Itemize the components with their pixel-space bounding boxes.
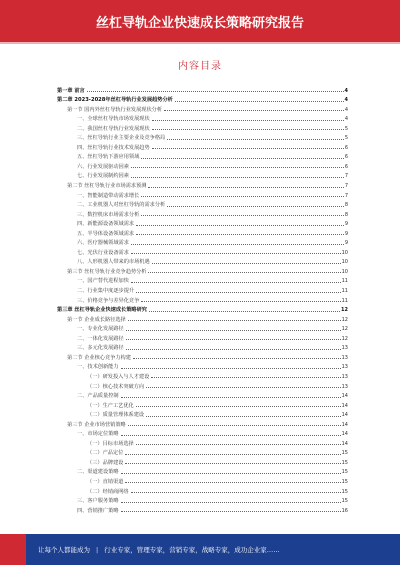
toc-entry-label: 第二章 2023-2028年丝杠导轨行业发展趋势分析 [57, 97, 173, 104]
toc-leader-dots [141, 196, 344, 197]
footer-role: 行业专家， [104, 546, 137, 554]
toc-entry-label: 二、产品质量控制 [77, 393, 119, 400]
toc-leader-dots [148, 272, 340, 273]
toc-entry-label: 五、丝杠导轨下游应用领域 [77, 154, 140, 161]
toc-entry-page: 4 [344, 106, 348, 113]
toc-entry[interactable] [57, 342, 348, 352]
toc-entry-page: 12 [341, 307, 348, 314]
footer-role: 管理专家， [136, 546, 170, 554]
toc-entry-label: 一、专业化发展路径 [77, 326, 124, 333]
footer-slogan: 让每个人都能成为 [38, 546, 90, 554]
toc-leader-dots [149, 311, 340, 312]
toc-leader-dots [131, 167, 344, 168]
toc-entry-page: 14 [341, 431, 348, 438]
toc-entry[interactable] [57, 237, 348, 247]
toc-entry-page: 12 [341, 335, 348, 342]
toc-entry[interactable] [57, 332, 348, 342]
toc-entry-label: 八、人形机器人带来的市场机遇 [77, 259, 150, 266]
toc-leader-dots [121, 397, 341, 398]
toc-entry[interactable] [57, 103, 348, 113]
toc-entry[interactable] [57, 227, 348, 237]
toc-entry-label: 三、丝杠导轨行业主要企业及竞争格局 [77, 135, 166, 142]
toc-leader-dots [136, 292, 341, 293]
toc-entry-page: 14 [341, 393, 348, 400]
toc-leader-dots [133, 358, 341, 359]
toc-leader-dots [131, 492, 341, 493]
footer-bar: 让每个人都能成为 | 行业专家，管理专家，营销专家，战略专家，成功企业家…… [0, 534, 400, 565]
toc-entry[interactable] [57, 466, 348, 476]
toc-entry-page: 14 [341, 440, 348, 447]
toc-leader-dots [146, 387, 341, 388]
report-title-banner [0, 0, 400, 42]
toc-leader-dots [121, 368, 341, 369]
toc-entry-label: 三、多元化发展路径 [77, 345, 124, 352]
toc-entry-page: 15 [341, 450, 348, 457]
toc-entry[interactable] [57, 418, 348, 428]
toc-entry[interactable] [57, 361, 348, 371]
toc-entry[interactable] [57, 323, 348, 333]
toc-leader-dots [126, 349, 341, 350]
toc-leader-dots [121, 502, 341, 503]
footer-role: 成功企业家…… [234, 546, 280, 554]
toc-entry-label: 第二节 企业核心竞争力构建 [67, 354, 131, 361]
toc-entry-label: 第一章 前言 [57, 87, 85, 94]
toc-entry-label: 三、价格竞争与差异化竞争 [77, 297, 140, 304]
footer-accent [0, 534, 26, 565]
toc-entry-page: 6 [344, 154, 348, 161]
toc-entry-page: 13 [341, 383, 348, 390]
toc-entry-page: 7 [344, 183, 348, 190]
toc-entry-page: 13 [341, 345, 348, 352]
toc-entry[interactable] [57, 370, 348, 380]
toc-entry-page: 14 [341, 412, 348, 419]
banner-divider [0, 42, 400, 44]
toc-leader-dots [131, 282, 341, 283]
toc-entry-label: 六、行业发展驱动因素 [77, 163, 129, 170]
toc-entry-page: 4 [344, 116, 348, 123]
toc-leader-dots [136, 406, 341, 407]
toc-entry[interactable] [57, 246, 348, 256]
toc-leader-dots [148, 187, 343, 188]
toc-leader-dots [126, 339, 341, 340]
toc-leader-dots [175, 101, 344, 102]
toc-entry[interactable] [57, 113, 348, 123]
toc-entry[interactable] [57, 409, 348, 419]
toc-entry-label: 七、行业发展制约因素 [77, 173, 129, 180]
toc-entry[interactable] [57, 284, 348, 294]
toc-entry-label: 四、丝杠导轨行业技术发展趋势 [77, 144, 150, 151]
toc-entry-label: 三、客户服务策略 [77, 498, 119, 505]
toc-entry-label: 二、一体化发展路径 [77, 335, 124, 342]
toc-entry[interactable] [57, 304, 348, 314]
toc-entry[interactable] [57, 256, 348, 266]
toc-entry[interactable] [57, 428, 348, 438]
toc-entry-page: 10 [341, 249, 348, 256]
toc-entry-page: 15 [341, 469, 348, 476]
toc-entry-label: （二）质量管理体系建设 [87, 412, 145, 419]
toc-entry-page: 7 [344, 173, 348, 180]
toc-entry[interactable] [57, 122, 348, 132]
toc-entry-page: 12 [341, 326, 348, 333]
toc-entry-label: 一、智能制造带动需求增长 [77, 192, 140, 199]
toc-leader-dots [167, 206, 344, 207]
toc-entry-page: 15 [341, 478, 348, 485]
toc-leader-dots [141, 215, 344, 216]
toc-entry-label: （一）生产工艺优化 [87, 402, 134, 409]
toc-entry[interactable] [57, 265, 348, 275]
toc-entry[interactable] [57, 456, 348, 466]
toc-entry-label: 三、数控机床市场需求分析 [77, 211, 140, 218]
table-of-contents [57, 84, 348, 514]
toc-entry-page: 4 [344, 87, 348, 94]
toc-leader-dots [125, 463, 340, 464]
toc-entry-page: 5 [344, 125, 348, 132]
toc-entry-page: 11 [341, 288, 348, 295]
toc-entry-label: 二、渠道建设策略 [77, 469, 119, 476]
toc-entry-page: 15 [341, 488, 348, 495]
toc-entry-label: 二、我国丝杠导轨行业发展现状 [77, 125, 150, 132]
toc-entry-label: 二、行业集中度逐步提升 [77, 288, 135, 295]
toc-entry[interactable] [57, 437, 348, 447]
toc-entry-label: 五、半导体设备领域需求 [77, 230, 135, 237]
toc-entry-label: 四、新能源设备领域需求 [77, 221, 135, 228]
report-title: 丝杠导轨企业快速成长策略研究报告 [95, 15, 304, 31]
toc-entry-label: （二）经销商网络 [87, 488, 129, 495]
toc-leader-dots [167, 139, 344, 140]
toc-entry[interactable] [57, 170, 348, 180]
toc-entry[interactable] [57, 485, 348, 495]
toc-entry-label: 第一节 企业成长路径选择 [67, 316, 126, 323]
toc-entry-page: 9 [344, 221, 348, 228]
toc-entry-label: （一）目标市场选择 [87, 440, 134, 447]
toc-leader-dots [151, 377, 340, 378]
toc-entry[interactable] [57, 351, 348, 361]
toc-leader-dots [141, 158, 344, 159]
toc-leader-dots [141, 301, 340, 302]
toc-entry-label: 第二节 丝杠导轨行业市场需求预测 [67, 183, 147, 190]
toc-entry-page: 11 [341, 297, 348, 304]
toc-entry-page: 8 [344, 211, 348, 218]
toc-leader-dots [125, 454, 340, 455]
toc-entry[interactable] [57, 294, 348, 304]
toc-entry[interactable] [57, 141, 348, 151]
toc-entry[interactable] [57, 504, 348, 514]
toc-entry[interactable] [57, 199, 348, 209]
toc-entry-page: 13 [341, 373, 348, 380]
toc-entry-page: 15 [341, 498, 348, 505]
toc-entry-label: 第三节 企业市场营销策略 [67, 421, 126, 428]
toc-entry-label: 二、工业机器人对丝杠导轨的需求分析 [77, 202, 166, 209]
toc-entry-label: 七、光伏行业设备需求 [77, 249, 129, 256]
toc-entry[interactable] [57, 179, 348, 189]
toc-entry[interactable] [57, 84, 348, 94]
toc-leader-dots [128, 425, 341, 426]
toc-entry-page: 13 [341, 354, 348, 361]
toc-entry-page: 6 [344, 163, 348, 170]
toc-entry[interactable] [57, 151, 348, 161]
toc-entry[interactable] [57, 380, 348, 390]
toc-leader-dots [121, 435, 341, 436]
toc-leader-dots [164, 110, 344, 111]
toc-entry[interactable] [57, 447, 348, 457]
toc-entry-page: 10 [341, 268, 348, 275]
toc-entry[interactable] [57, 313, 348, 323]
toc-entry[interactable] [57, 208, 348, 218]
footer-roles [104, 545, 280, 554]
toc-leader-dots [125, 482, 340, 483]
toc-entry-label: 第三节 丝杠导轨行业竞争趋势分析 [67, 268, 147, 275]
toc-entry[interactable] [57, 189, 348, 199]
toc-leader-dots [146, 416, 341, 417]
toc-entry[interactable] [57, 495, 348, 505]
toc-entry-label: 一、国产替代进程加快 [77, 278, 129, 285]
toc-entry[interactable] [57, 94, 348, 104]
toc-leader-dots [136, 225, 344, 226]
toc-leader-dots [126, 330, 341, 331]
toc-leader-dots [131, 244, 344, 245]
toc-leader-dots [131, 253, 341, 254]
toc-entry-page: 4 [344, 97, 348, 104]
toc-entry-label: 一、市场定位策略 [77, 431, 119, 438]
toc-entry-label: （一）直销渠道 [87, 478, 124, 485]
toc-entry[interactable] [57, 390, 348, 400]
toc-entry-page: 10 [341, 259, 348, 266]
toc-entry-label: （三）品牌建设 [87, 459, 124, 466]
toc-leader-dots [131, 177, 344, 178]
toc-entry-label: 第一节 国内外丝杠导轨行业发展现状分析 [67, 106, 163, 113]
toc-leader-dots [128, 320, 341, 321]
toc-entry-label: （二）核心技术突破方向 [87, 383, 145, 390]
toc-entry[interactable] [57, 218, 348, 228]
toc-entry-page: 11 [341, 278, 348, 285]
toc-leader-dots [121, 473, 341, 474]
toc-entry-label: 六、医疗器械领域需求 [77, 240, 129, 247]
toc-entry[interactable] [57, 132, 348, 142]
toc-entry-label: 四、营销推广策略 [77, 507, 119, 514]
toc-entry-page: 5 [344, 135, 348, 142]
toc-entry-page: 12 [341, 316, 348, 323]
toc-leader-dots [152, 120, 344, 121]
toc-entry[interactable] [57, 399, 348, 409]
toc-entry-page: 13 [341, 364, 348, 371]
toc-entry-page: 6 [344, 144, 348, 151]
toc-entry-page: 9 [344, 230, 348, 237]
toc-leader-dots [152, 263, 341, 264]
toc-entry[interactable] [57, 160, 348, 170]
toc-entry-label: （一）研发投入与人才建设 [87, 373, 150, 380]
toc-heading: 内容目录 [178, 61, 222, 72]
toc-entry-page: 8 [344, 202, 348, 209]
toc-entry-label: 第三章 丝杠导轨企业快速成长策略研究 [57, 307, 147, 314]
toc-entry-label: 一、技术创新能力 [77, 364, 119, 371]
toc-leader-dots [152, 148, 344, 149]
toc-leader-dots [152, 129, 344, 130]
toc-entry-page: 9 [344, 240, 348, 247]
toc-entry-page: 14 [341, 402, 348, 409]
toc-entry-page: 7 [344, 192, 348, 199]
toc-entry-page: 14 [341, 421, 348, 428]
toc-leader-dots [136, 234, 344, 235]
toc-entry[interactable] [57, 475, 348, 485]
toc-leader-dots [121, 511, 341, 512]
toc-leader-dots [87, 91, 344, 92]
toc-entry-label: （二）产品定位 [87, 450, 124, 457]
toc-entry-page: 16 [341, 507, 348, 514]
footer-role: 营销专家， [169, 546, 202, 554]
toc-entry[interactable] [57, 275, 348, 285]
toc-entry-page: 15 [341, 459, 348, 466]
footer-role: 战略专家， [201, 546, 235, 554]
toc-leader-dots [136, 444, 341, 445]
toc-entry-label: 一、全球丝杠导轨市场发展现状 [77, 116, 150, 123]
